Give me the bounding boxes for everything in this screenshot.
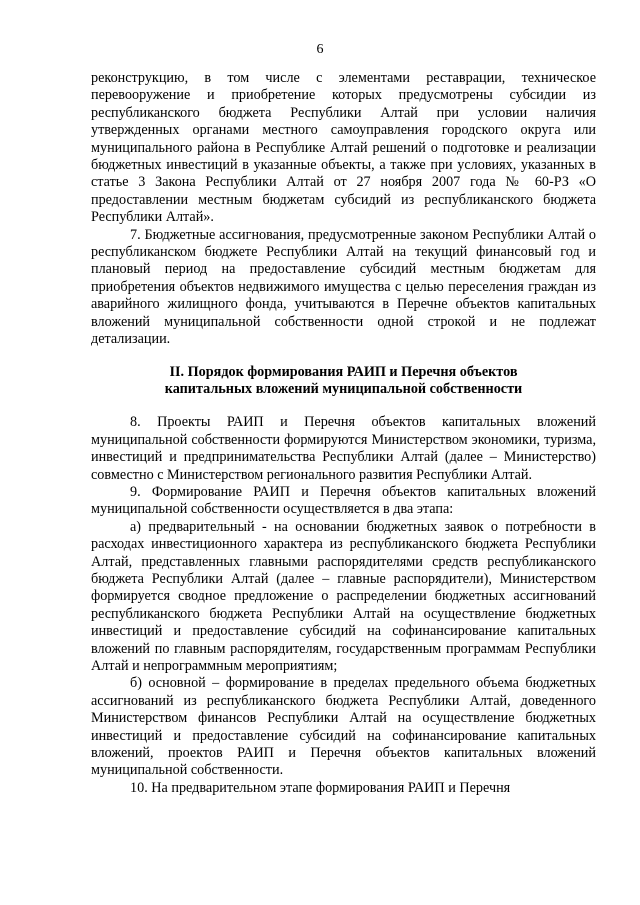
paragraph-9: 9. Формирование РАИП и Перечня объектов капитальных вложений муниципальной собственности осуществляется в два этапа: [91,483,596,518]
document-body [91,70,596,797]
section-heading-line-2: капитальных вложений муниципальной собственности [164,380,523,397]
paragraph-9b: б) основной – формирование в пределах предельного объема бюджетных ассигнований из республиканского бюджета Республики Алтай, доведенного Министерством финансов Республики Алтай на осуществление бюджетных инвестиций и предоставление субсидий на софинансирование капитальных вложений, проектов РАИП и Перечня объектов капитальных вложений муниципальной собственности. [91,675,596,779]
section-heading-line-1: II. Порядок формирования РАИП и Перечня объектов [169,363,518,380]
section-heading [91,364,596,399]
paragraph-continued: реконструкцию, в том числе с элементами реставрации, техническое перевооружение и приобретение которых предусмотрены субсидии из республиканского бюджета Республики Алтай при условии наличия утвержденных органами местного самоуправления городского округа или муниципального района в Республике Алтай решений о подготовке и реализации бюджетных инвестиций в указанные объекты, а также при условиях, указанных в статье 3 Закона Республики Алтай от 27 ноября 2007 года № 60-РЗ «О предоставлении местным бюджетам субсидий из республиканского бюджета Республики Алтай». [91,70,596,226]
paragraph-8: 8. Проекты РАИП и Перечня объектов капитальных вложений муниципальной собственности формируются Министерством экономики, туризма, инвестиций и предпринимательства Республики Алтай (далее – Министерство) совместно с Министерством регионального развития Республики Алтай. [91,414,596,483]
paragraph-7: 7. Бюджетные ассигнования, предусмотренные законом Республики Алтай о республиканском бюджете Республики Алтай на текущий финансовый год и плановый период на предоставление субсидий местным бюджетам для приобретения объектов недвижимого имущества с целью переселения граждан из аварийного жилищного фонда, учитываются в Перечне объектов капитальных вложений муниципальной собственности одной строкой и не подлежат детализации. [91,226,596,348]
paragraph-9a: а) предварительный - на основании бюджетных заявок о потребности в расходах инвестиционного характера из республиканского бюджета Республики Алтай, представленных главными распорядителями средств республиканского бюджета Республики Алтай (далее – главные распорядители), Министерством формируется сводное предложение о распределении бюджетных ассигнований республиканского бюджета Республики Алтай на осуществление бюджетных инвестиций и предоставление субсидий на софинансирование капитальных вложений по главным распорядителям, государственным программам Республики Алтай и непрограммным мероприятиям; [91,518,596,674]
paragraph-10: 10. На предварительном этапе формирования РАИП и Перечня [130,779,511,796]
page-number: 6 [316,42,324,57]
